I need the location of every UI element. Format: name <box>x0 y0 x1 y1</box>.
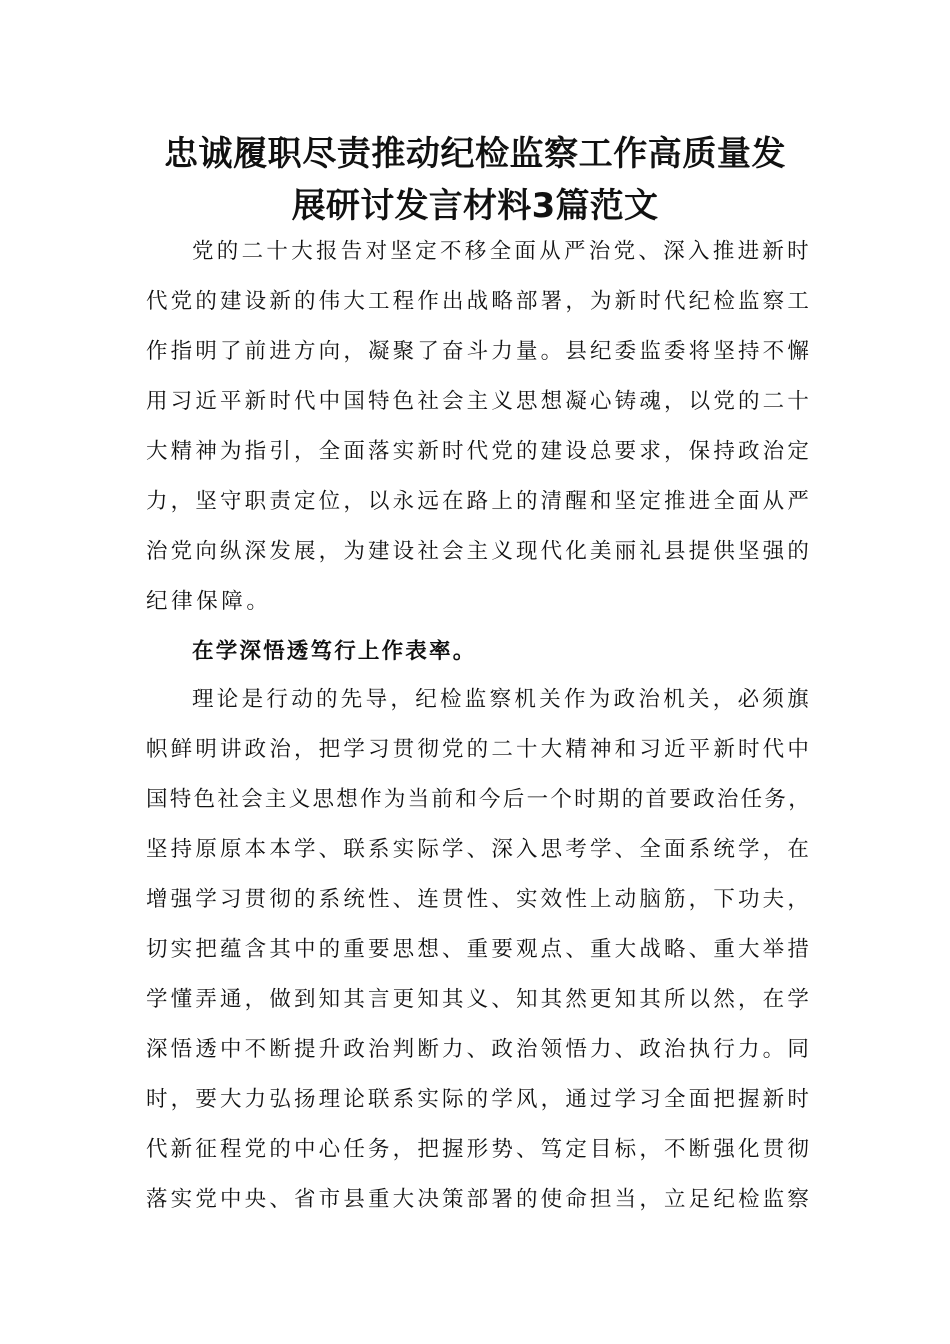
paragraph-line: 帜鲜明讲政治，把学习贯彻党的二十大精神和习近平新时代中 <box>146 737 812 762</box>
paragraph-line: 治党向纵深发展，为建设社会主义现代化美丽礼县提供坚强的 <box>146 539 812 564</box>
paragraph-line: 切实把蕴含其中的重要思想、重要观点、重大战略、重大举措 <box>146 937 812 962</box>
document-title-line-1: 忠诚履职尽责推动纪检监察工作高质量发 <box>164 134 786 174</box>
paragraph-line: 纪律保障。 <box>146 589 272 614</box>
paragraph-line: 深悟透中不断提升政治判断力、政治领悟力、政治执行力。同 <box>146 1037 812 1062</box>
paragraph-line: 作指明了前进方向，凝聚了奋斗力量。县纪委监委将坚持不懈 <box>146 339 812 364</box>
paragraph-line: 国特色社会主义思想作为当前和今后一个时期的首要政治任务， <box>146 787 812 812</box>
paragraph-line: 落实党中央、省市县重大决策部署的使命担当，立足纪检监察 <box>146 1187 812 1212</box>
paragraph-line: 代党的建设新的伟大工程作出战略部署，为新时代纪检监察工 <box>146 289 812 314</box>
paragraph-line: 时，要大力弘扬理论联系实际的学风，通过学习全面把握新时 <box>146 1087 812 1112</box>
paragraph-line: 力，坚守职责定位，以永远在路上的清醒和坚定推进全面从严 <box>146 489 812 514</box>
section-heading: 在学深悟透笃行上作表率。 <box>192 639 477 664</box>
paragraph-line: 坚持原原本本学、联系实际学、深入思考学、全面系统学，在 <box>146 837 812 862</box>
paragraph-line: 增强学习贯彻的系统性、连贯性、实效性上动脑筋，下功夫， <box>146 887 812 912</box>
paragraph-line: 用习近平新时代中国特色社会主义思想凝心铸魂，以党的二十 <box>146 389 812 414</box>
paragraph-line: 理论是行动的先导，纪检监察机关作为政治机关，必须旗 <box>192 687 812 712</box>
document-title-line-2: 展研讨发言材料3篇范文 <box>291 186 659 226</box>
paragraph-line: 学懂弄通，做到知其言更知其义、知其然更知其所以然，在学 <box>146 987 812 1012</box>
paragraph-line: 代新征程党的中心任务，把握形势、笃定目标，不断强化贯彻 <box>146 1137 812 1162</box>
paragraph-line: 党的二十大报告对坚定不移全面从严治党、深入推进新时 <box>192 239 812 264</box>
paragraph-line: 大精神为指引，全面落实新时代党的建设总要求，保持政治定 <box>146 439 812 464</box>
